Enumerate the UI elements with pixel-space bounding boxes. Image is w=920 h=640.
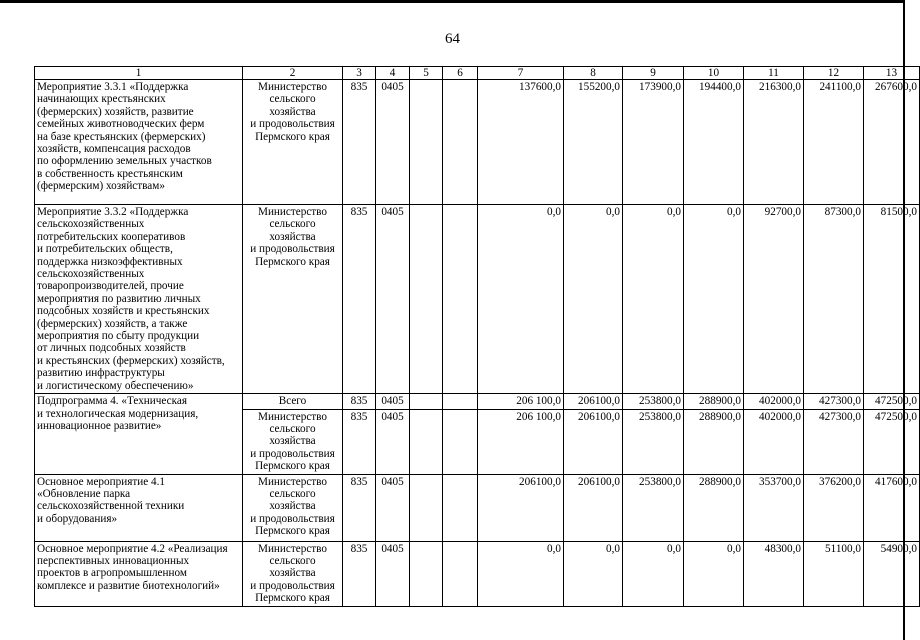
description-line: и оборудования» xyxy=(37,512,118,525)
executor-line: Министерство xyxy=(258,81,327,93)
executor-line: сельского xyxy=(269,93,316,106)
target-article-cell xyxy=(410,394,443,409)
executor-line: хозяйства xyxy=(269,500,316,513)
row-main-measure-4-2 xyxy=(35,541,920,606)
amount-cell: 288900,0 xyxy=(684,409,744,474)
amount-cell: 267600,0 xyxy=(864,80,920,205)
description-line: в собственность крестьянским xyxy=(37,167,183,180)
description-line: от личных подсобных хозяйств xyxy=(37,342,186,355)
target-article-cell xyxy=(410,205,443,394)
expense-type-cell xyxy=(443,541,478,606)
executor-cell xyxy=(243,394,343,409)
amount-cell: 288900,0 xyxy=(684,394,744,409)
description-line: Подпрограмма 4. «Техническая xyxy=(37,395,187,408)
description-line: семейных животноводческих ферм xyxy=(37,118,205,131)
grbs-code-cell: 835 xyxy=(343,474,376,541)
executor-line: сельского xyxy=(269,218,316,231)
amount-cell: 427300,0 xyxy=(804,394,864,409)
executor-cell xyxy=(243,205,343,394)
description-line: поддержка низкоэффективных xyxy=(37,255,183,268)
target-article-cell xyxy=(410,474,443,541)
column-header: 11 xyxy=(744,67,804,80)
measure-description xyxy=(35,80,243,205)
amount-cell: 241100,0 xyxy=(804,80,864,205)
column-header: 10 xyxy=(684,67,744,80)
expense-type-cell xyxy=(443,474,478,541)
amount-cell: 417600,0 xyxy=(864,474,920,541)
amount-cell: 87300,0 xyxy=(804,205,864,394)
amount-cell: 0,0 xyxy=(478,205,564,394)
section-code-cell: 0405 xyxy=(376,474,410,541)
column-header: 1 xyxy=(35,67,243,80)
row-measure-3-3-1 xyxy=(35,80,920,205)
column-header: 3 xyxy=(343,67,376,80)
amount-cell: 216300,0 xyxy=(744,80,804,205)
amount-cell: 0,0 xyxy=(623,541,684,606)
amount-cell: 206100,0 xyxy=(564,394,623,409)
amount-cell: 353700,0 xyxy=(744,474,804,541)
executor-cell xyxy=(243,80,343,205)
description-line: комплексе и развитие биотехнологий» xyxy=(37,579,220,592)
executor-line: и продовольствия xyxy=(250,243,335,256)
amount-cell: 48300,0 xyxy=(744,541,804,606)
description-line: (фермерских) хозяйств, развитие xyxy=(37,105,194,118)
section-code-cell: 0405 xyxy=(376,80,410,205)
amount-cell: 472500,0 xyxy=(864,409,920,474)
row-main-measure-4-1 xyxy=(35,474,920,541)
description-line: хозяйств, компенсация расходов xyxy=(37,143,191,156)
section-code-cell: 0405 xyxy=(376,205,410,394)
description-line: проектов в агропромышленном xyxy=(37,567,187,580)
executor-line: Министерство xyxy=(258,206,327,218)
expense-type-cell xyxy=(443,205,478,394)
measure-description xyxy=(35,474,243,541)
executor-line: Пермского края xyxy=(255,525,330,538)
amount-cell: 81500,0 xyxy=(864,205,920,394)
section-code-cell: 0405 xyxy=(376,409,410,474)
executor-cell xyxy=(243,541,343,606)
amount-cell: 206 100,0 xyxy=(478,409,564,474)
grbs-code-cell: 835 xyxy=(343,205,376,394)
executor-line: хозяйства xyxy=(269,230,316,243)
description-line: перспективных инновационных xyxy=(37,554,190,567)
amount-cell: 402000,0 xyxy=(744,394,804,409)
amount-cell: 137600,0 xyxy=(478,80,564,205)
description-line: по оформлению земельных участков xyxy=(37,155,212,168)
description-line: и технологическая модернизация, xyxy=(37,407,199,420)
column-header: 9 xyxy=(623,67,684,80)
target-article-cell xyxy=(410,541,443,606)
amount-cell: 0,0 xyxy=(623,205,684,394)
description-line: сельскохозяйственных xyxy=(37,218,145,231)
section-code-cell: 0405 xyxy=(376,541,410,606)
amount-cell: 92700,0 xyxy=(744,205,804,394)
amount-cell: 206 100,0 xyxy=(478,394,564,409)
executor-line: хозяйства xyxy=(269,105,316,118)
target-article-cell xyxy=(410,80,443,205)
executor-line: Всего xyxy=(278,395,307,408)
expense-type-cell xyxy=(443,394,478,409)
description-line: инновационное развитие» xyxy=(37,419,162,432)
executor-line: Пермского края xyxy=(255,460,330,473)
grbs-code-cell: 835 xyxy=(343,394,376,409)
description-line: товаропроизводителей, прочие xyxy=(37,280,184,293)
description-line: мероприятия по сбыту продукции xyxy=(37,330,200,343)
column-header: 8 xyxy=(564,67,623,80)
description-line: потребительских кооперативов xyxy=(37,230,186,243)
executor-line: хозяйства xyxy=(269,567,316,580)
grbs-code-cell: 835 xyxy=(343,409,376,474)
executor-line: Пермского края xyxy=(255,255,330,268)
description-line: развитию инфраструктуры xyxy=(37,367,165,380)
measure-description xyxy=(35,394,243,474)
amount-cell: 253800,0 xyxy=(623,409,684,474)
description-line: сельскохозяйственной техники xyxy=(37,500,185,513)
executor-line: и продовольствия xyxy=(250,118,335,131)
amount-cell: 402000,0 xyxy=(744,409,804,474)
column-header: 5 xyxy=(410,67,443,80)
amount-cell: 0,0 xyxy=(478,541,564,606)
description-line: сельскохозяйственных xyxy=(37,268,145,281)
amount-cell: 472500,0 xyxy=(864,394,920,409)
amount-cell: 51100,0 xyxy=(804,541,864,606)
amount-cell: 206100,0 xyxy=(564,409,623,474)
amount-cell: 206100,0 xyxy=(478,474,564,541)
amount-cell: 376200,0 xyxy=(804,474,864,541)
executor-line: сельского xyxy=(269,487,316,500)
executor-line: хозяйства xyxy=(269,435,316,448)
executor-line: сельского xyxy=(269,422,316,435)
row-subprogram-4-total xyxy=(35,394,920,409)
amount-cell: 0,0 xyxy=(564,205,623,394)
executor-line: Министерство xyxy=(258,542,327,555)
budget-table xyxy=(34,66,920,607)
amount-cell: 0,0 xyxy=(684,541,744,606)
expense-type-cell xyxy=(443,80,478,205)
executor-line: и продовольствия xyxy=(250,512,335,525)
description-line: Мероприятие 3.3.1 «Поддержка xyxy=(37,81,189,93)
description-line: «Обновление парка xyxy=(37,487,131,500)
description-line: мероприятия по развитию личных xyxy=(37,292,201,305)
description-line: Основное мероприятие 4.1 xyxy=(37,475,165,488)
amount-cell: 0,0 xyxy=(564,541,623,606)
target-article-cell xyxy=(410,409,443,474)
amount-cell: 253800,0 xyxy=(623,474,684,541)
amount-cell: 173900,0 xyxy=(623,80,684,205)
column-header: 13 xyxy=(864,67,920,80)
amount-cell: 288900,0 xyxy=(684,474,744,541)
header-row xyxy=(35,67,920,80)
scan-edge-top xyxy=(0,0,905,3)
column-header: 2 xyxy=(243,67,343,80)
amount-cell: 206100,0 xyxy=(564,474,623,541)
executor-cell xyxy=(243,474,343,541)
description-line: Основное мероприятие 4.2 «Реализация xyxy=(37,542,228,555)
amount-cell: 0,0 xyxy=(684,205,744,394)
column-header: 7 xyxy=(478,67,564,80)
description-line: начинающих крестьянских xyxy=(37,93,166,106)
measure-description xyxy=(35,205,243,394)
description-line: (фермерских) хозяйств, а также xyxy=(37,317,188,330)
column-header: 4 xyxy=(376,67,410,80)
executor-line: Министерство xyxy=(258,475,327,488)
amount-cell: 155200,0 xyxy=(564,80,623,205)
description-line: и потребительских обществ, xyxy=(37,243,173,256)
description-line: подсобных хозяйств и крестьянских xyxy=(37,305,210,318)
grbs-code-cell: 835 xyxy=(343,541,376,606)
amount-cell: 194400,0 xyxy=(684,80,744,205)
description-line: и крестьянских (фермерских) хозяйств, xyxy=(37,354,225,367)
measure-description xyxy=(35,541,243,606)
description-line: Мероприятие 3.3.2 «Поддержка xyxy=(37,206,189,218)
description-line: и логистическому обеспечению» xyxy=(37,379,194,392)
executor-line: Пермского края xyxy=(255,130,330,143)
expense-type-cell xyxy=(443,409,478,474)
page-number: 64 xyxy=(445,31,460,47)
amount-cell: 427300,0 xyxy=(804,409,864,474)
executor-line: Министерство xyxy=(258,410,327,423)
amount-cell: 54900,0 xyxy=(864,541,920,606)
executor-line: сельского xyxy=(269,554,316,567)
executor-line: и продовольствия xyxy=(250,447,335,460)
section-code-cell: 0405 xyxy=(376,394,410,409)
executor-line: и продовольствия xyxy=(250,579,335,592)
column-header: 12 xyxy=(804,67,864,80)
description-line: (фермерским) хозяйствам» xyxy=(37,180,165,193)
column-header: 6 xyxy=(443,67,478,80)
row-measure-3-3-2 xyxy=(35,205,920,394)
executor-line: Пермского края xyxy=(255,592,330,605)
grbs-code-cell: 835 xyxy=(343,80,376,205)
description-line: на базе крестьянских (фермерских) xyxy=(37,130,206,143)
amount-cell: 253800,0 xyxy=(623,394,684,409)
executor-cell xyxy=(243,409,343,474)
